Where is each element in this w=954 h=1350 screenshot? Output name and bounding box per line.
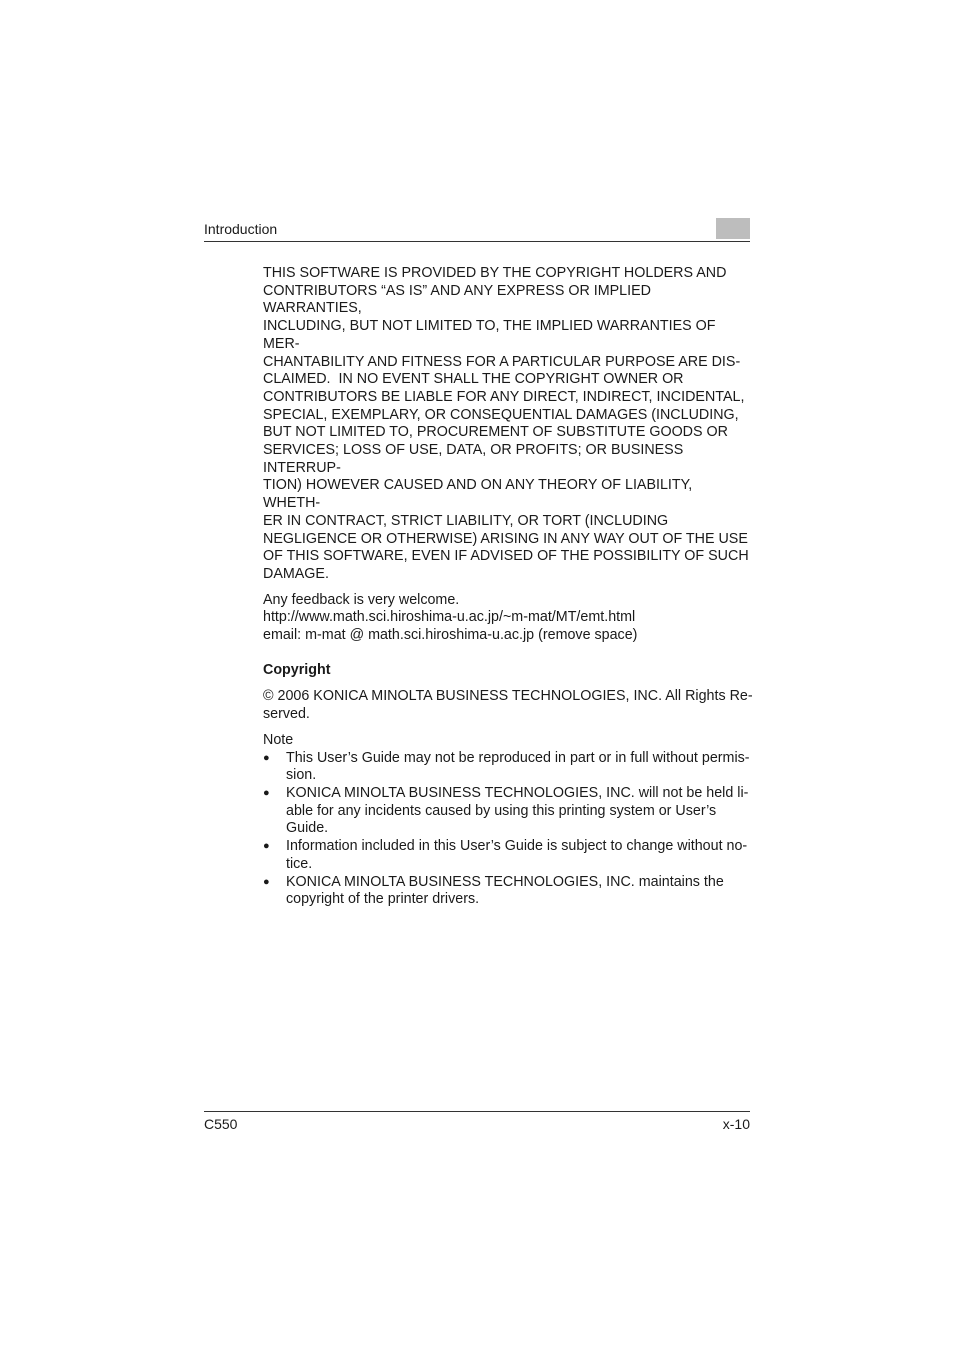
text-line: © 2006 KONICA MINOLTA BUSINESS TECHNOLOGIES, INC. All Rights Re- [263, 688, 753, 705]
feedback-text: Any feedback is very welcome. [263, 591, 460, 608]
copyright-paragraph [263, 688, 753, 723]
header-divider [204, 241, 750, 242]
bullet-icon: ● [263, 875, 270, 888]
list-item [263, 838, 753, 873]
feedback-paragraph [263, 592, 753, 645]
list-item [263, 785, 753, 838]
note-list [263, 750, 753, 909]
text-line: ER IN CONTRACT, STRICT LIABILITY, OR TORT (INCLUDING [263, 512, 669, 529]
bullet-icon: ● [263, 751, 270, 764]
text-line: Information included in this User’s Guide is subject to change without no- [286, 838, 748, 855]
text-line: This User’s Guide may not be reproduced in part or in full without permis- [286, 749, 750, 766]
copyright-heading: Copyright [263, 661, 331, 678]
text-line: served. [263, 706, 310, 723]
list-item [263, 750, 753, 785]
text-line: able for any incidents caused by using this printing system or User’s [286, 802, 717, 819]
text-line: THIS SOFTWARE IS PROVIDED BY THE COPYRIGHT HOLDERS AND [263, 265, 727, 281]
note-label: Note [263, 731, 294, 748]
disclaimer-paragraph [263, 265, 753, 584]
text-line: NEGLIGENCE OR OTHERWISE) ARISING IN ANY WAY OUT OF THE USE [263, 530, 748, 547]
text-line: SPECIAL, EXEMPLARY, OR CONSEQUENTIAL DAMAGES (INCLUDING, [263, 406, 739, 423]
text-line: sion. [286, 767, 317, 784]
text-line: copyright of the printer drivers. [286, 891, 480, 908]
chapter-tab-marker [716, 218, 750, 239]
list-item [263, 874, 753, 909]
main-content [263, 265, 753, 909]
text-line: tice. [286, 855, 313, 872]
model-name: C550 [204, 1116, 238, 1132]
text-line: KONICA MINOLTA BUSINESS TECHNOLOGIES, INC. will not be held li- [286, 784, 749, 801]
text-line: SERVICES; LOSS OF USE, DATA, OR PROFITS; OR BUSINESS INTERRUP- [263, 442, 684, 476]
footer-divider [204, 1111, 750, 1112]
text-line: TION) HOWEVER CAUSED AND ON ANY THEORY OF LIABILITY, WHETH- [263, 477, 693, 512]
page-number: x-10 [722, 1116, 750, 1132]
bullet-icon: ● [263, 786, 270, 799]
text-line: CONTRIBUTORS “AS IS” AND ANY EXPRESS OR IMPLIED WARRANTIES, [263, 282, 651, 317]
text-line: CLAIMED. IN NO EVENT SHALL THE COPYRIGHT OWNER OR [263, 371, 684, 388]
text-line: Guide. [286, 820, 329, 837]
text-line: CHANTABILITY AND FITNESS FOR A PARTICULAR PURPOSE ARE DIS- [263, 353, 741, 370]
text-line: DAMAGE. [263, 565, 329, 582]
text-line: BUT NOT LIMITED TO, PROCUREMENT OF SUBSTITUTE GOODS OR [263, 424, 728, 441]
section-title: Introduction [204, 221, 278, 237]
bullet-icon: ● [263, 840, 270, 853]
feedback-url: http://www.math.sci.hiroshima-u.ac.jp/~m-mat/MT/emt.html [263, 609, 636, 626]
text-line: OF THIS SOFTWARE, EVEN IF ADVISED OF THE POSSIBILITY OF SUCH [263, 548, 749, 565]
feedback-email: email: m-mat @ math.sci.hiroshima-u.ac.jp (remove space) [263, 627, 638, 644]
text-line: KONICA MINOLTA BUSINESS TECHNOLOGIES, INC. maintains the [286, 873, 724, 890]
text-line: CONTRIBUTORS BE LIABLE FOR ANY DIRECT, INDIRECT, INCIDENTAL, [263, 388, 745, 405]
text-line: INCLUDING, BUT NOT LIMITED TO, THE IMPLIED WARRANTIES OF MER- [263, 318, 716, 352]
